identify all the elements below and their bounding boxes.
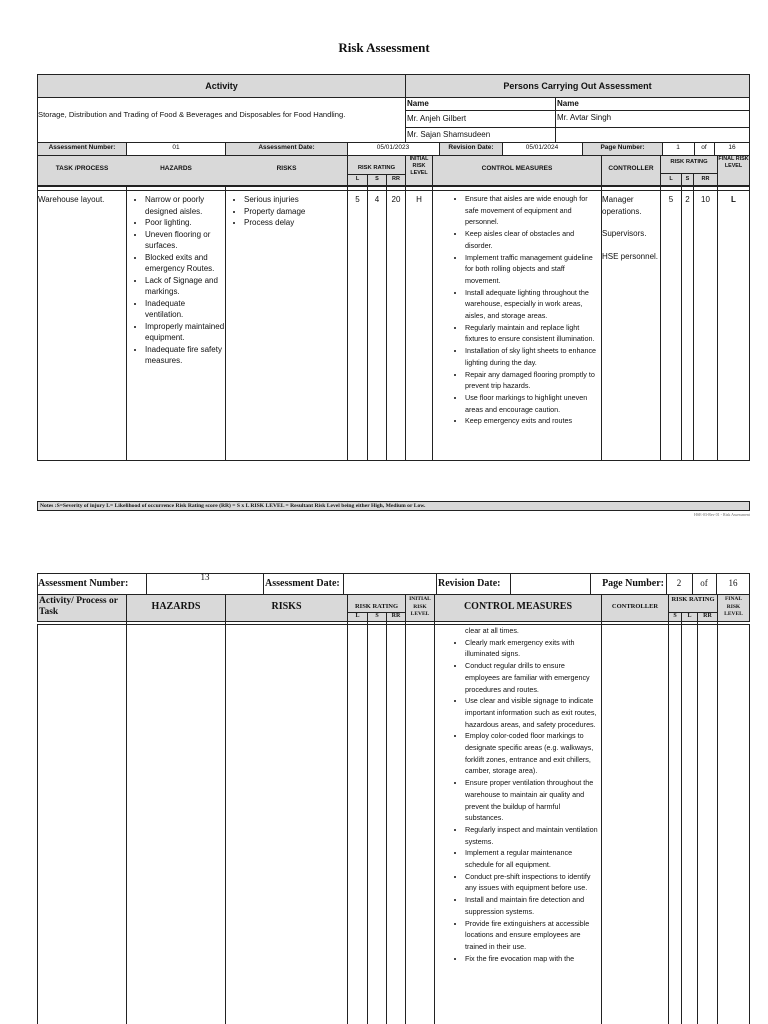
p2-col-final-s: S [673, 613, 677, 619]
col-task: TASK /PROCESS [55, 165, 109, 172]
p2-page-number-label: Page Number: [602, 578, 664, 589]
person-3: Mr. Sajan Shamsudeen [407, 130, 491, 139]
person-2: Mr. Avtar Singh [557, 113, 612, 122]
page-title: Risk Assessment [338, 40, 430, 55]
final-level: L [731, 195, 736, 204]
controller-3: HSE personnel. [602, 251, 659, 261]
control-measure-item: • Implement traffic management guideline for both rolling objects and staff movement. [465, 252, 600, 287]
initial-rr: 20 [391, 195, 401, 204]
control-measure-item: • Repair any damaged flooring promptly to prevent trip hazards. [465, 369, 600, 392]
control-measure-item: • Regularly inspect and maintain ventilation systems. [465, 824, 600, 847]
control-measure-item: • Fix the fire evocation map with the [465, 953, 600, 965]
p2-assessment-date-label: Assessment Date: [265, 578, 340, 589]
p2-col-rr: RR [391, 613, 401, 619]
control-measure-item: • Installation of sky light sheets to enhance lighting during the day. [465, 345, 600, 368]
hazard-item: • Inadequate fire safety measures. [145, 344, 225, 367]
assessment-number-label: Assessment Number: [48, 144, 116, 151]
activity-description: Storage, Distribution and Trading of Food & Beverages and Disposables for Food Handling. [38, 110, 346, 119]
control-measure-item: • Install adequate lighting throughout the warehouse, especially in work areas, aisles, and storage areas. [465, 287, 600, 322]
p2-controls-cell [437, 625, 600, 1024]
initial-s: 5 [355, 195, 360, 204]
col-final-l: L [669, 176, 673, 182]
col-final-rr: RR [701, 176, 710, 182]
control-measure-item: • Ensure that aisles are wide enough for safe movement of equipment and personnel. [465, 193, 600, 228]
final-rr: 10 [701, 195, 710, 204]
p2-continued-text: clear at all times. [465, 626, 519, 635]
assessment-date: 05/01/2023 [376, 144, 410, 151]
hazards-cell [131, 194, 225, 367]
p2-assessment-number: 13 [200, 572, 210, 582]
control-measure-item: • Use clear and visible signage to indicate important information such as exit routes, hazardous areas, and safety procedures. [465, 695, 600, 730]
hazard-item: • Blocked exits and emergency Routes. [145, 252, 225, 275]
control-measure-item: • Ensure proper ventilation throughout the warehouse to maintain air quality and prevent the buildup of harmful substances. [465, 777, 600, 824]
risk-item: • Serious injuries [244, 194, 346, 206]
col-risk-rating: RISK RATING [357, 165, 396, 171]
control-measure-item: • Provide fire extinguishers at accessible locations and ensure employees are trained in their use. [465, 918, 600, 953]
total-pages: 16 [728, 144, 736, 151]
p2-total-pages: 16 [728, 578, 738, 588]
notes-text: Notes :S=Severity of injury L= Likelihood of occurrence Risk Rating score (RR) = S x L RISK LEVEL = Resultant Risk Level being either High, Medium or Low. [40, 503, 426, 509]
col-initial-risk: INITIAL RISK LEVEL [409, 156, 429, 176]
col-final-s: S [685, 176, 690, 182]
col-hazards: HAZARDS [160, 165, 192, 172]
controller-2: Supervisors. [602, 229, 647, 238]
footer-ref: HSE-03-Rev 01 - Risk Assessment [694, 512, 750, 517]
hazard-item: • Poor lighting. [145, 217, 225, 229]
control-measure-item: • Employ color-coded floor markings to designate specific areas (e.g. walkways, forklift zones, entrance and exit chillers, camber, storage area). [465, 730, 600, 777]
risk-item: • Property damage [244, 206, 346, 218]
control-measure-item: • Conduct pre-shift inspections to identify any issues with equipment before use. [465, 871, 600, 894]
control-measure-item: • Conduct regular drills to ensure employees are familiar with emergency procedures and routes. [465, 660, 600, 695]
p2-revision-date-label: Revision Date: [438, 578, 501, 589]
control-measure-item: • Install and maintain fire detection and suppression systems. [465, 894, 600, 917]
revision-date-label: Revision Date: [448, 144, 494, 151]
assessment-date-label: Assessment Date: [258, 144, 315, 151]
hazard-item: • Inadequate ventilation. [145, 298, 225, 321]
risk-item: • Process delay [244, 217, 346, 229]
of-label: of [701, 144, 707, 151]
col-risks: RISKS [276, 165, 297, 172]
controllers-cell [602, 194, 660, 262]
p2-col-hazards: HAZARDS [151, 601, 201, 612]
p2-col-risks: RISKS [271, 601, 302, 612]
control-measure-item: • Keep aisles clear of obstacles and disorder. [465, 228, 600, 251]
persons-header: Persons Carrying Out Assessment [406, 75, 749, 97]
hazard-item: • Lack of Signage and markings. [145, 275, 225, 298]
hazard-item: • Improperly maintained equipment. [145, 321, 225, 344]
final-s: 5 [668, 195, 674, 204]
p2-col-risk-rating: RISK RATING [354, 603, 399, 610]
p2-col-control: CONTROL MEASURES [463, 601, 573, 612]
col-l: L [355, 176, 360, 182]
p2-col-s: S [375, 613, 379, 619]
col-final-rating: RISK RATING [670, 159, 708, 165]
p2-col-final-l: L [687, 613, 692, 619]
control-measure-item: • Keep emergency exits and routes [465, 415, 600, 427]
initial-l: 4 [374, 195, 380, 204]
col-s: S [375, 176, 379, 182]
p2-col-final-rating: RISK RATING [671, 596, 715, 603]
task-cell: Warehouse layout. [38, 195, 105, 204]
revision-date: 05/01/2024 [525, 144, 559, 151]
name-label-1: Name [407, 99, 429, 108]
risks-cell [230, 194, 346, 229]
risk-table-page2 [37, 624, 750, 1024]
p2-col-final-risk: FINAL RISK LEVEL [724, 596, 743, 617]
col-control: CONTROL MEASURES [481, 165, 553, 172]
page-number-label: Page Number: [600, 144, 645, 151]
name-label-2: Name [557, 99, 579, 108]
col-final-risk: FINAL RISK LEVEL [718, 156, 749, 169]
assessment-number: 01 [172, 144, 180, 151]
p2-col-final-rr: RR [703, 613, 712, 619]
initial-level: H [416, 195, 422, 204]
hazard-item: • Narrow or poorly designed aisles. [145, 194, 225, 217]
final-l: 2 [685, 195, 690, 204]
p2-col-initial-risk: INITIAL RISK LEVEL [409, 596, 431, 617]
p2-of-label: of [700, 578, 708, 588]
p2-assessment-number-label: Assessment Number: [38, 578, 129, 589]
col-controller: CONTROLLER [608, 165, 654, 172]
p2-page-number: 2 [676, 578, 682, 588]
control-measure-item: • Implement a regular maintenance schedule for all equipment. [465, 847, 600, 870]
person-1: Mr. Anjeh Gilbert [407, 114, 467, 123]
activity-header: Activity [38, 75, 405, 97]
p2-col-l: L [355, 613, 360, 619]
controller-1: Manager operations. [602, 195, 642, 216]
hazard-item: • Uneven flooring or surfaces. [145, 229, 225, 252]
page-number: 1 [676, 144, 680, 151]
control-measure-item: • Use floor markings to highlight uneven areas and encourage caution. [465, 392, 600, 415]
p2-col-task: Activity/ Process or Task [39, 596, 118, 617]
control-measure-item: • Regularly maintain and replace light fixtures to ensure consistent illumination. [465, 322, 600, 345]
control-measure-item: • Clearly mark emergency exits with illuminated signs. [465, 637, 600, 660]
controls-cell [437, 193, 600, 460]
col-rr: RR [392, 176, 400, 182]
p2-col-controller: CONTROLLER [611, 603, 659, 610]
